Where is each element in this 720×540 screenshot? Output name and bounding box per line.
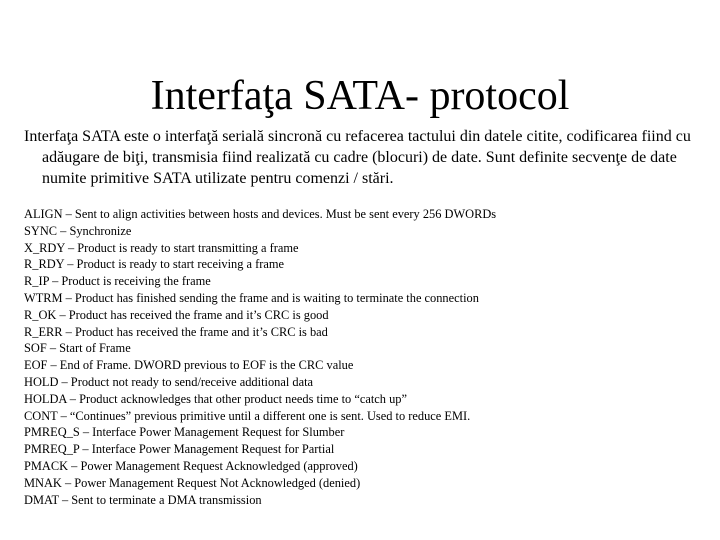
list-item: X_RDY – Product is ready to start transmitting a frame <box>24 240 299 255</box>
list-item: WTRM – Product has finished sending the frame and is waiting to terminate the connection <box>24 290 479 305</box>
list-item: PMREQ_P – Interface Power Management Request for Partial <box>24 442 335 457</box>
list-item: MNAK – Power Management Request Not Acknowledged (denied) <box>24 475 361 490</box>
list-item: R_IP – Product is receiving the frame <box>24 274 211 289</box>
list-item: PMACK – Power Management Request Acknowledged (approved) <box>24 458 358 473</box>
list-item: HOLD – Product not ready to send/receive additional data <box>24 374 314 389</box>
list-item: SYNC – Synchronize <box>24 223 132 238</box>
list-item: DMAT – Sent to terminate a DMA transmission <box>24 492 262 507</box>
list-item: HOLDA – Product acknowledges that other product needs time to “catch up” <box>24 391 407 406</box>
list-item: EOF – End of Frame. DWORD previous to EOF is the CRC value <box>24 358 354 373</box>
list-item: R_RDY – Product is ready to start receiving a frame <box>24 257 285 272</box>
list-item: CONT – “Continues” previous primitive until a different one is sent. Used to reduce EMI. <box>24 408 471 423</box>
list-item: R_OK – Product has received the frame and it’s CRC is good <box>24 307 329 322</box>
slide-title: Interfaţa SATA- protocol <box>150 73 570 119</box>
intro-paragraph: Interfaţa SATA este o interfaţă serială sincronă cu refacerea tactului din datele citite, codificarea fiind cu adăugare de biţi, transmisia fiind realizată cu cadre (blocuri) de date. Sunt definite secvenţe de date numite primitive SATA utilizate pentru comenzi / stări. <box>24 128 691 187</box>
list-item: ALIGN – Sent to align activities between hosts and devices. Must be sent every 256 DWORDs <box>24 207 497 221</box>
list-item: R_ERR – Product has received the frame and it’s CRC is bad <box>24 324 328 339</box>
list-item: SOF – Start of Frame <box>24 341 131 356</box>
list-item: PMREQ_S – Interface Power Management Request for Slumber <box>24 425 345 440</box>
primitives-list <box>24 206 704 508</box>
